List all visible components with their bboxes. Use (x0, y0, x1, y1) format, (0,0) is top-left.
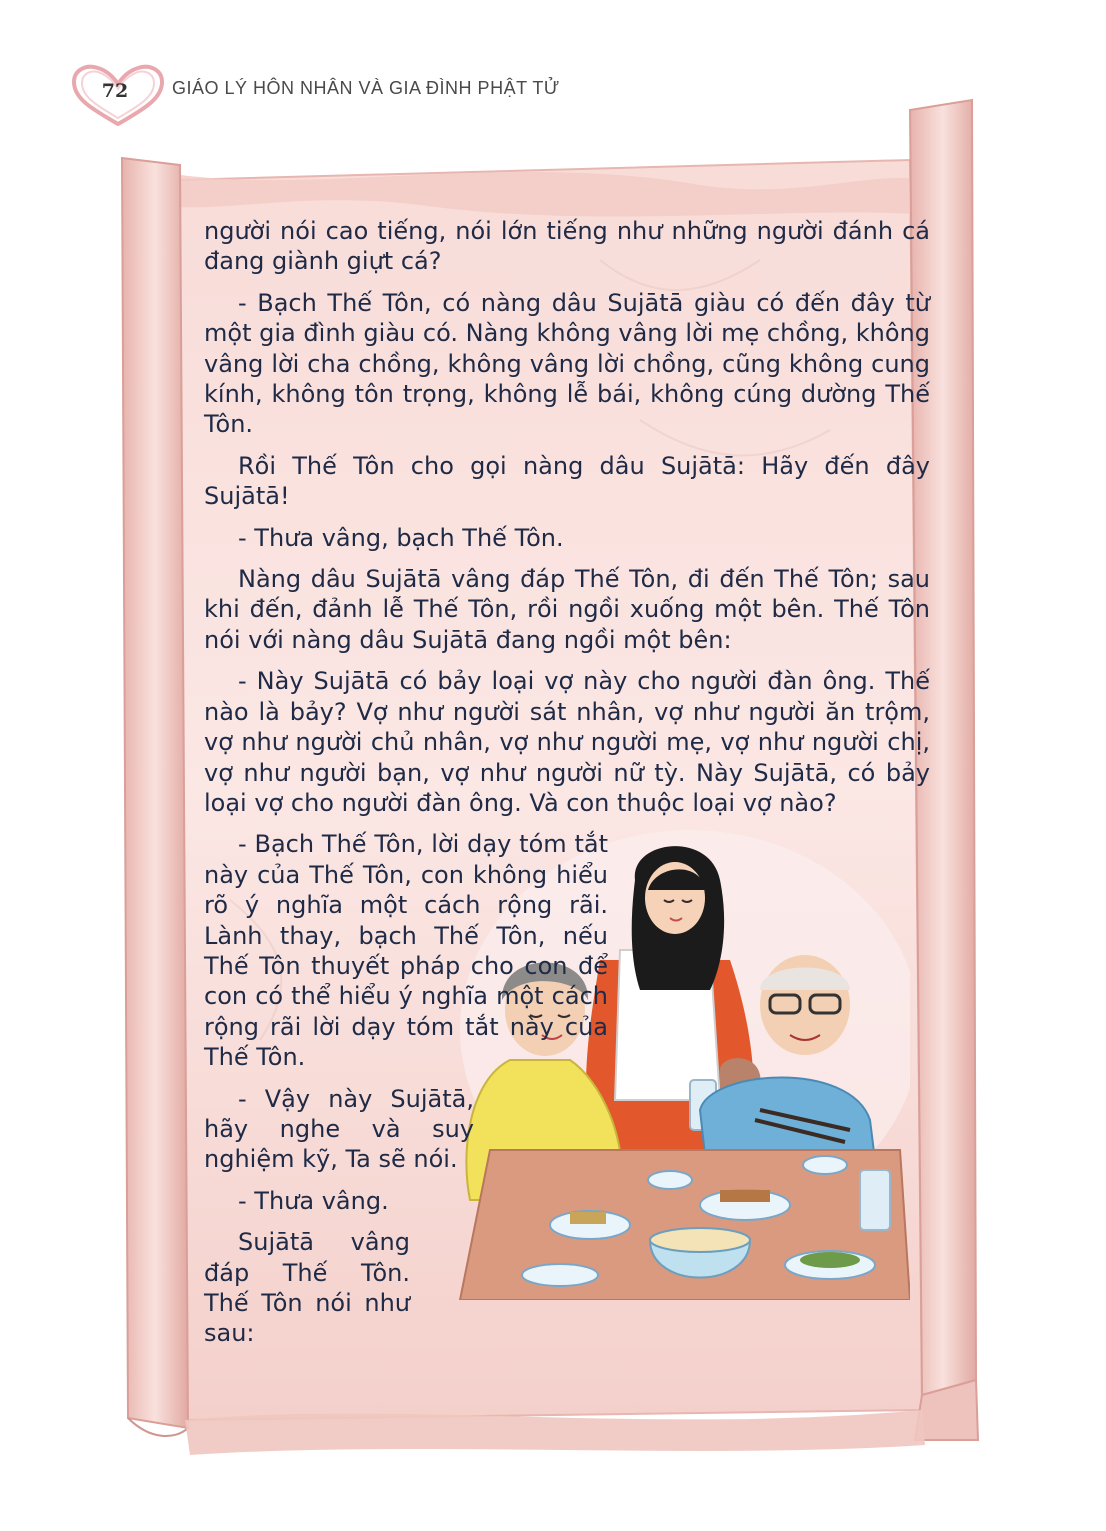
paragraph: - Này Sujātā có bảy loại vợ này cho người đàn ông. Thế nào là bảy? Vợ như người sát nhân, vợ như người ăn trộm, vợ như người chủ nhân, vợ như người mẹ, vợ như người chị, vợ như người bạn, vợ như người nữ tỳ. Này Sujātā, có bảy loại vợ cho người đàn ông. Và con thuộc loại vợ nào? (204, 667, 930, 817)
paragraph: người nói cao tiếng, nói lớn tiếng như những người đánh cá đang giành giựt cá? (204, 217, 930, 276)
page-number: 72 (101, 80, 129, 102)
paragraph: - Bạch Thế Tôn, có nàng dâu Sujātā giàu có đến đây từ một gia đình giàu có. Nàng không vâng lời mẹ chồng, không vâng lời cha chồng, không vâng lời chồng, cũng không cung kính, không tôn trọng, không lễ bái, không cúng dường Thế Tôn. (204, 288, 930, 439)
paragraph: - Vậy này Sujātā, hãy nghe và suy nghiệm kỹ, Ta sẽ nói. (204, 1084, 474, 1174)
paragraph: - Thưa vâng, bạch Thế Tôn. (238, 523, 564, 552)
body-text (204, 216, 930, 1360)
paragraph: Nàng dâu Sujātā vâng đáp Thế Tôn, đi đến Thế Tôn; sau khi đến, đảnh lễ Thế Tôn, rồi ngồi xuống một bên. Thế Tôn nói với nàng dâu Sujātā đang ngồi một bên: (204, 565, 930, 654)
paragraph: Sujātā vâng đáp Thế Tôn. Thế Tôn nói như sau: (204, 1228, 410, 1348)
paragraph: Rồi Thế Tôn cho gọi nàng dâu Sujātā: Hãy đến đây Sujātā! (204, 451, 930, 511)
page-header (0, 0, 1106, 140)
running-title: GIÁO LÝ HÔN NHÂN VÀ GIA ĐÌNH PHẬT TỬ (172, 78, 560, 98)
paragraph: - Bạch Thế Tôn, lời dạy tóm tắt này của Thế Tôn, con không hiểu rõ ý nghĩa một cách rộng rãi. Lành thay, bạch Thế Tôn, nếu Thế Tôn thuyết pháp cho con để con có thể hiểu ý nghĩa một cách rộng rãi lời dạy tóm tắt này của Thế Tôn. (204, 830, 608, 1072)
paragraph: - Thưa vâng. (238, 1186, 389, 1215)
